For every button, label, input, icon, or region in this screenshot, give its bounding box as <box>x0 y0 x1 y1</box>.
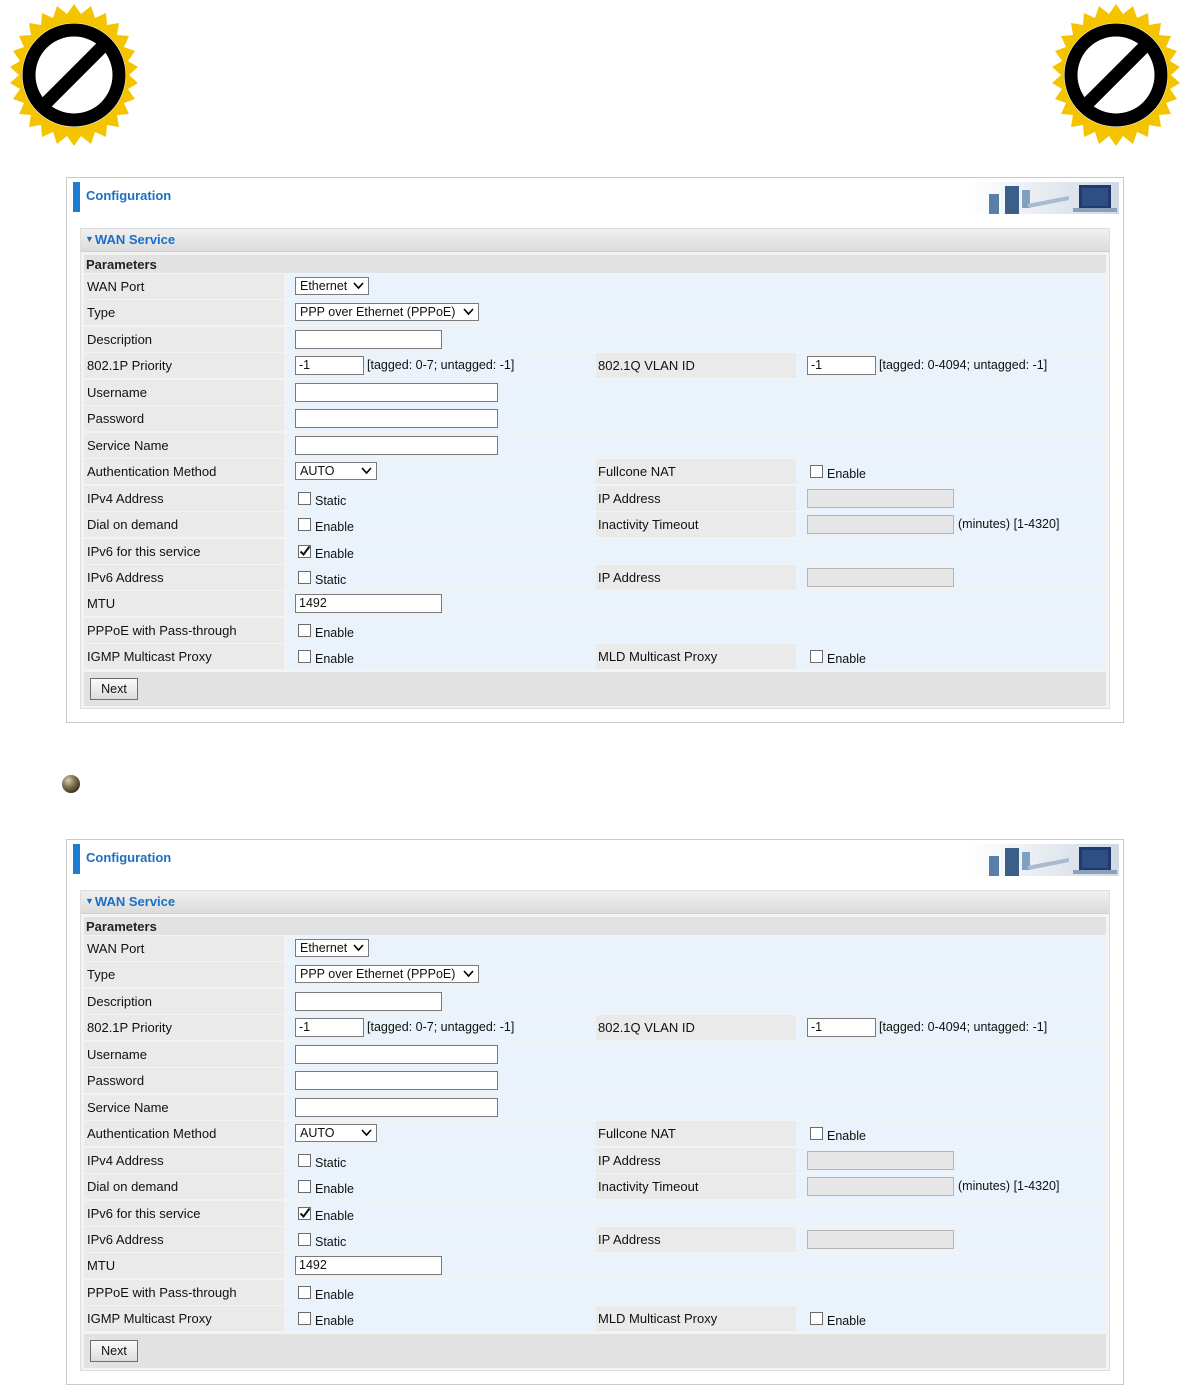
row-service-name <box>84 1095 1106 1121</box>
ipv6-static-label: Static <box>315 573 347 587</box>
ipv6-ip-label: IP Address <box>598 1232 661 1247</box>
description-input[interactable] <box>295 330 442 349</box>
row-description <box>84 989 1106 1015</box>
checkmark-icon <box>299 1207 311 1219</box>
vlan-label: 802.1Q VLAN ID <box>598 1020 695 1035</box>
wan-port-label: WAN Port <box>87 279 145 294</box>
vlan-hint: [tagged: 0-4094; untagged: -1] <box>879 358 1048 372</box>
row-username <box>84 380 1106 406</box>
mld-checkbox[interactable] <box>810 1312 823 1325</box>
row-pppoe-pass <box>84 1280 1106 1306</box>
pppoe-pass-label: PPPoE with Pass-through <box>87 623 237 638</box>
service-name-label: Service Name <box>87 438 169 453</box>
service-name-input[interactable] <box>295 1098 498 1117</box>
ipv4-static-label: Static <box>315 494 347 508</box>
password-label: Password <box>87 411 145 426</box>
password-input[interactable] <box>295 409 498 428</box>
fullcone-checkbox-label: Enable <box>827 467 866 481</box>
igmp-checkbox-label: Enable <box>315 652 354 666</box>
office-illustration-icon <box>969 182 1119 214</box>
mld-checkbox-label: Enable <box>827 652 866 666</box>
ipv4-label: IPv4 Address <box>87 1153 164 1168</box>
fullcone-label: Fullcone NAT <box>598 1126 676 1141</box>
priority-input[interactable]: -1 <box>295 356 364 375</box>
row-ipv6 <box>84 565 1106 591</box>
ipv6-label: IPv6 Address <box>87 1232 164 1247</box>
service-name-label: Service Name <box>87 1100 169 1115</box>
header-accent-bar <box>73 844 80 874</box>
row-service-name <box>84 433 1106 459</box>
mld-checkbox[interactable] <box>810 650 823 663</box>
page-title: Configuration <box>86 188 172 203</box>
pppoe-pass-label: PPPoE with Pass-through <box>87 1285 237 1300</box>
description-input[interactable] <box>295 992 442 1011</box>
ipv6-ip-input[interactable] <box>807 568 954 587</box>
igmp-checkbox[interactable] <box>298 650 311 663</box>
mtu-label: MTU <box>87 596 116 611</box>
vlan-hint: [tagged: 0-4094; untagged: -1] <box>879 1020 1048 1034</box>
chevron-down-icon <box>353 944 364 952</box>
row-ipv4 <box>84 1148 1106 1174</box>
checkmark-icon <box>299 545 311 557</box>
chevron-down-icon <box>361 467 372 475</box>
ipv6-service-checkbox[interactable] <box>298 545 311 558</box>
fullcone-checkbox[interactable] <box>810 465 823 478</box>
ipv4-label: IPv4 Address <box>87 491 164 506</box>
next-button[interactable]: Next <box>90 1340 138 1362</box>
timeout-label: Inactivity Timeout <box>598 1179 699 1194</box>
pppoe-pass-checkbox-label: Enable <box>315 626 354 640</box>
password-label: Password <box>87 1073 145 1088</box>
row-ipv6 <box>84 1227 1106 1253</box>
description-label: Description <box>87 332 153 347</box>
row-auth <box>84 1121 1106 1147</box>
ipv4-static-label: Static <box>315 1156 347 1170</box>
ipv4-static-checkbox[interactable] <box>298 1154 311 1167</box>
username-label: Username <box>87 385 147 400</box>
prohibited-badge-right <box>1043 2 1189 148</box>
ipv6-service-checkbox-label: Enable <box>315 547 354 561</box>
mld-checkbox-label: Enable <box>827 1314 866 1328</box>
wan-service-box <box>80 228 1110 709</box>
office-illustration-icon <box>969 844 1119 876</box>
timeout-hint: (minutes) [1-4320] <box>958 1179 1060 1193</box>
ipv4-ip-label: IP Address <box>598 1153 661 1168</box>
dial-checkbox-label: Enable <box>315 1182 354 1196</box>
mtu-input[interactable]: 1492 <box>295 1256 442 1275</box>
prohibited-badge-left <box>1 2 147 148</box>
bullet-icon <box>62 775 80 793</box>
page-title: Configuration <box>86 850 172 865</box>
ipv6-service-checkbox[interactable] <box>298 1207 311 1220</box>
pppoe-pass-checkbox[interactable] <box>298 624 311 637</box>
type-label: Type <box>87 967 116 982</box>
row-dial <box>84 1174 1106 1200</box>
prohibited-icon <box>1043 2 1189 148</box>
row-dial <box>84 512 1106 538</box>
service-name-input[interactable] <box>295 436 498 455</box>
collapse-triangle-icon[interactable]: ▼ <box>85 234 94 244</box>
configuration-panel-2 <box>66 839 1124 1385</box>
row-type <box>84 300 1106 326</box>
row-pppoe-pass <box>84 618 1106 644</box>
vlan-input[interactable]: -1 <box>807 356 876 375</box>
ipv6-ip-label: IP Address <box>598 570 661 585</box>
igmp-label: IGMP Multicast Proxy <box>87 1311 212 1326</box>
row-mtu <box>84 591 1106 617</box>
configuration-header <box>71 844 1119 874</box>
mld-label: MLD Multicast Proxy <box>598 1311 718 1326</box>
vlan-input[interactable]: -1 <box>807 1018 876 1037</box>
button-row <box>84 672 1106 706</box>
username-label: Username <box>87 1047 147 1062</box>
dial-label: Dial on demand <box>87 1179 179 1194</box>
ipv4-static-checkbox[interactable] <box>298 492 311 505</box>
row-password <box>84 1068 1106 1094</box>
mtu-input[interactable]: 1492 <box>295 594 442 613</box>
wan-service-header[interactable] <box>81 229 1109 252</box>
vlan-label: 802.1Q VLAN ID <box>598 358 695 373</box>
ipv6-service-label: IPv6 for this service <box>87 544 201 559</box>
row-auth <box>84 459 1106 485</box>
configuration-panel-1 <box>66 177 1124 723</box>
prohibited-icon <box>1 2 147 148</box>
fullcone-checkbox[interactable] <box>810 1127 823 1140</box>
pppoe-pass-checkbox-label: Enable <box>315 1288 354 1302</box>
timeout-hint: (minutes) [1-4320] <box>958 517 1060 531</box>
description-label: Description <box>87 994 153 1009</box>
row-wan-port <box>84 936 1106 962</box>
auth-select[interactable]: AUTO <box>295 462 377 480</box>
configuration-header <box>71 182 1119 212</box>
section-title: WAN Service <box>94 232 176 247</box>
igmp-checkbox-label: Enable <box>315 1314 354 1328</box>
pppoe-pass-checkbox[interactable] <box>298 1286 311 1299</box>
priority-label: 802.1P Priority <box>87 1020 173 1035</box>
row-priority <box>84 353 1106 379</box>
chevron-down-icon <box>463 308 474 316</box>
ipv6-ip-input[interactable] <box>807 1230 954 1249</box>
dial-checkbox[interactable] <box>298 1180 311 1193</box>
chevron-down-icon <box>361 1129 372 1137</box>
button-row <box>84 1334 1106 1368</box>
ipv6-static-checkbox[interactable] <box>298 1233 311 1246</box>
row-igmp <box>84 1306 1106 1332</box>
password-input[interactable] <box>295 1071 498 1090</box>
ipv4-ip-input[interactable] <box>807 489 954 508</box>
auth-label: Authentication Method <box>87 464 217 479</box>
header-accent-bar <box>73 182 80 212</box>
auth-select[interactable]: AUTO <box>295 1124 377 1142</box>
igmp-label: IGMP Multicast Proxy <box>87 649 212 664</box>
timeout-input[interactable] <box>807 515 954 534</box>
wan-port-label: WAN Port <box>87 941 145 956</box>
dial-checkbox-label: Enable <box>315 520 354 534</box>
wan-port-select[interactable]: Ethernet <box>295 939 369 957</box>
timeout-label: Inactivity Timeout <box>598 517 699 532</box>
priority-hint: [tagged: 0-7; untagged: -1] <box>367 358 515 372</box>
dial-checkbox[interactable] <box>298 518 311 531</box>
row-wan-port <box>84 274 1106 300</box>
row-description <box>84 327 1106 353</box>
fullcone-label: Fullcone NAT <box>598 464 676 479</box>
mtu-label: MTU <box>87 1258 116 1273</box>
parameters-heading: Parameters <box>84 255 1106 273</box>
row-password <box>84 406 1106 432</box>
collapse-triangle-icon[interactable]: ▼ <box>85 896 94 906</box>
chevron-down-icon <box>353 282 364 290</box>
row-ipv6-service <box>84 539 1106 565</box>
priority-label: 802.1P Priority <box>87 358 173 373</box>
igmp-checkbox[interactable] <box>298 1312 311 1325</box>
wan-service-header[interactable] <box>81 891 1109 914</box>
row-type <box>84 962 1106 988</box>
type-select[interactable]: PPP over Ethernet (PPPoE) <box>295 303 479 321</box>
row-ipv4 <box>84 486 1106 512</box>
timeout-input[interactable] <box>807 1177 954 1196</box>
username-input[interactable] <box>295 1045 498 1064</box>
auth-label: Authentication Method <box>87 1126 217 1141</box>
row-username <box>84 1042 1106 1068</box>
dial-label: Dial on demand <box>87 517 179 532</box>
wan-service-box <box>80 890 1110 1371</box>
ipv6-service-checkbox-label: Enable <box>315 1209 354 1223</box>
ipv4-ip-label: IP Address <box>598 491 661 506</box>
row-ipv6-service <box>84 1201 1106 1227</box>
row-mtu <box>84 1253 1106 1279</box>
username-input[interactable] <box>295 383 498 402</box>
next-button[interactable]: Next <box>90 678 138 700</box>
wan-port-select[interactable]: Ethernet <box>295 277 369 295</box>
fullcone-checkbox-label: Enable <box>827 1129 866 1143</box>
ipv6-static-checkbox[interactable] <box>298 571 311 584</box>
ipv6-static-label: Static <box>315 1235 347 1249</box>
type-label: Type <box>87 305 116 320</box>
mld-label: MLD Multicast Proxy <box>598 649 718 664</box>
priority-hint: [tagged: 0-7; untagged: -1] <box>367 1020 515 1034</box>
ipv6-service-label: IPv6 for this service <box>87 1206 201 1221</box>
row-igmp <box>84 644 1106 670</box>
ipv6-label: IPv6 Address <box>87 570 164 585</box>
section-title: WAN Service <box>94 894 176 909</box>
row-priority <box>84 1015 1106 1041</box>
type-select[interactable]: PPP over Ethernet (PPPoE) <box>295 965 479 983</box>
parameters-heading: Parameters <box>84 917 1106 935</box>
priority-input[interactable]: -1 <box>295 1018 364 1037</box>
ipv4-ip-input[interactable] <box>807 1151 954 1170</box>
chevron-down-icon <box>463 970 474 978</box>
